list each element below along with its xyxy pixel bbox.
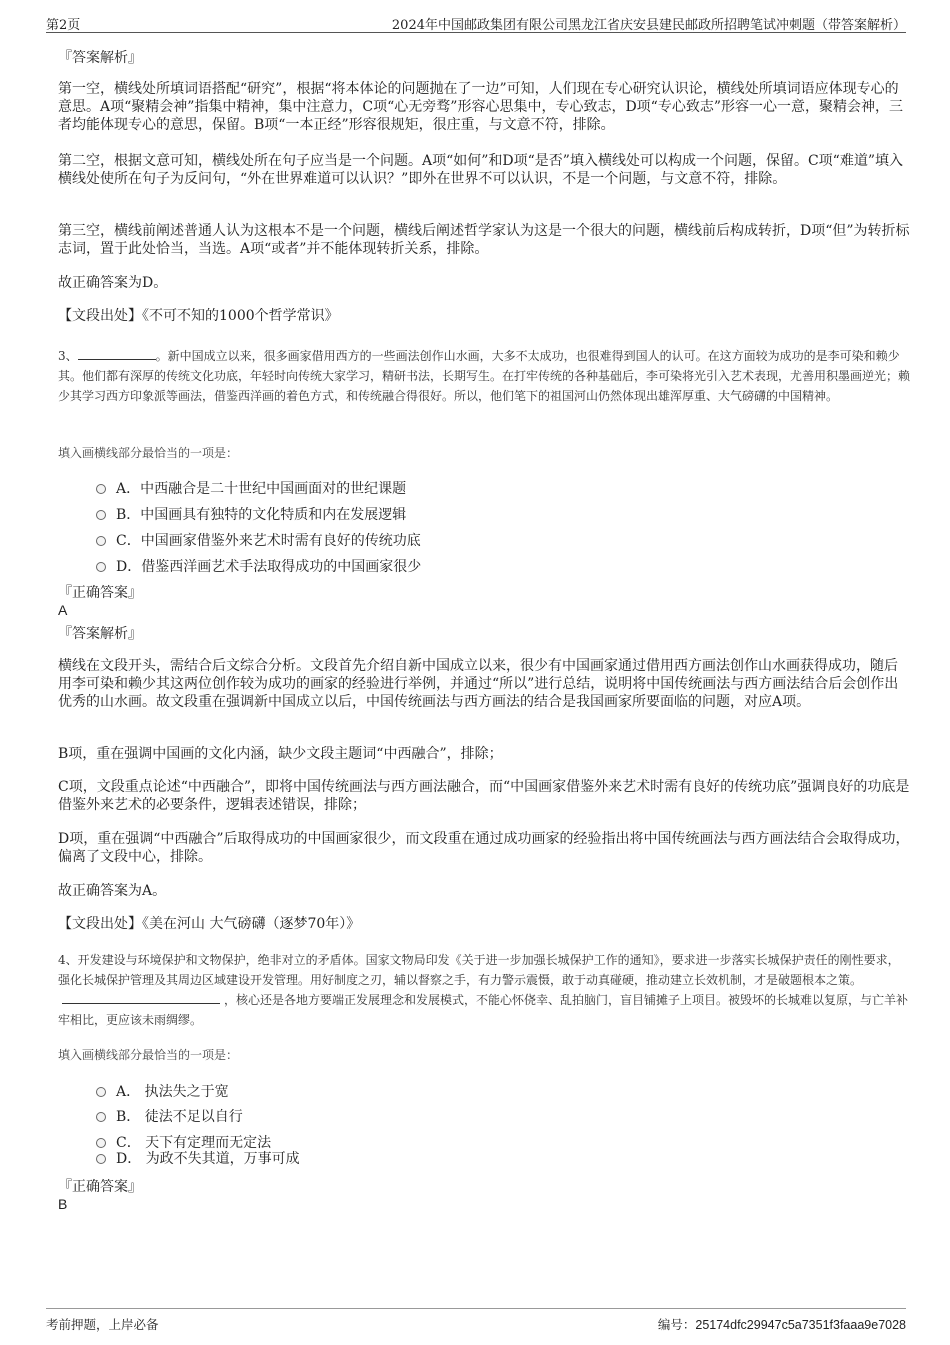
q4-correct-answer: B (58, 1196, 68, 1212)
q2-analysis-para2: 第二空，根据文意可知，横线处所在句子应当是一个问题。A项“如何”和D项“是否”填入横线处可以构成一个问题，保留。C项“难道”填入横线处使所在句子为反问句，“外在世界难道可以认识？”即外在世界不可以认识，不是一个问题，与文意不符，排除。 (58, 153, 903, 187)
radio-icon[interactable] (96, 510, 106, 520)
q3-option-a[interactable]: A．中西融合是二十世纪中国画面对的世纪课题 (96, 478, 406, 498)
q3-analysis-label: 『答案解析』 (58, 626, 142, 642)
radio-icon[interactable] (96, 1138, 106, 1148)
radio-icon[interactable] (96, 562, 106, 572)
q4-option-b[interactable]: B． 徒法不足以自行 (96, 1106, 243, 1126)
q4-blank (62, 1003, 220, 1004)
q2-analysis-para1: 第一空，横线处所填词语搭配“研究”，根据“将本体论的问题抛在了一边”可知，人们现在专心研究认识论，横线处所填词语应体现专心的意思。A项“聚精会神”指集中精神，集中注意力，C项“心无旁骛”形容心思集中，专心致志，D项“专心致志”形容一心一意，聚精会神，三者均能体现专心的意思，保留。B项“一本正经”形容很规矩，很庄重，与文意不符，排除。 (58, 81, 903, 133)
q3-analysis-para4: D项，重在强调“中西融合”后取得成功的中国画家很少，而文段重在通过成功画家的经验指出将中国传统画法与西方画法结合会取得成功，偏离了文段中心，排除。 (58, 831, 910, 865)
footer-serial: 编号：25174dfc29947c5a7351f3faaa9e7028 (657, 1317, 906, 1332)
radio-icon[interactable] (96, 1154, 106, 1164)
q3-prompt: 填入画横线部分最恰当的一项是： (58, 446, 239, 460)
q3-source: 【文段出处】《美在河山 大气磅礴（逐梦70年）》 (58, 916, 361, 932)
radio-icon[interactable] (96, 484, 106, 494)
q3-analysis-para2: B项，重在强调中国画的文化内涵，缺少文段主题词“中西融合”，排除； (58, 746, 503, 762)
radio-icon[interactable] (96, 1087, 106, 1097)
q3-number: 3、 (58, 349, 78, 363)
q2-conclusion: 故正确答案为D。 (58, 275, 168, 291)
q3-option-d[interactable]: D．借鉴西洋画艺术手法取得成功的中国画家很少 (96, 556, 421, 576)
q2-analysis-para3: 第三空，横线前阐述普通人认为这根本不是一个问题，横线后阐述哲学家认为这是一个很大的问题，横线前后构成转折，D项“但”为转折标志词，置于此处恰当，当选。A项“或者”并不能体现转折关系，排除。 (58, 223, 910, 257)
q3-analysis-para1: 横线在文段开头，需结合后文综合分析。文段首先介绍自新中国成立以来，很少有中国画家通过借用西方画法创作山水画获得成功，随后用李可染和赖少其这两位创作较为成功的画家的经验进行举例，并通过“所以”进行总结，说明将中国传统画法与西方画法结合后会创作出优秀的山水画。故文段重在强调新中国成立以后，中国传统画法与西方画法的结合是我国画家所要面临的问题，对应A项。 (58, 658, 899, 710)
q4-stem (58, 950, 910, 1030)
q3-correct-answer: A (58, 602, 68, 618)
q3-stem (58, 346, 910, 406)
q4-option-a[interactable]: A． 执法失之于宽 (96, 1081, 229, 1101)
q2-source: 【文段出处】《不可不知的1000个哲学常识》 (58, 308, 339, 324)
q4-stem-before: 开发建设与环境保护和文物保护，绝非对立的矛盾体。国家文物局印发《关于进一步加强长城保护工作的通知》，要求进一步落实长城保护责任的刚性要求，强化长城保护管理及其周边区域建设开发管理。用好制度之刃，辅以督察之手，有力警示震慑，敢于动真碰硬，推动建立长效机制，才是破题根本之策。 (58, 953, 900, 987)
q4-prompt: 填入画横线部分最恰当的一项是： (58, 1048, 239, 1062)
q4-correct-label: 『正确答案』 (58, 1179, 142, 1195)
q3-option-c[interactable]: C．中国画家借鉴外来艺术时需有良好的传统功底 (96, 530, 421, 550)
q4-number: 4、 (58, 953, 78, 967)
q3-stem-text: 。新中国成立以来，很多画家借用西方的一些画法创作山水画，大多不太成功，也很难得到国人的认可。在这方面较为成功的是李可染和赖少其。他们都有深厚的传统文化功底，年轻时向传统大家学习，精研书法，长期写生。在打牢传统的各种基础后，李可染将光引入艺术表现，尤善用积墨画逆光；赖少其学习西方印象派等画法，借鉴西洋画的着色方式，和传统融合得很好。所以，他们笔下的祖国河山仍然体现出雄浑厚重、大气磅礴的中国精神。 (58, 349, 911, 403)
q2-analysis-label: 『答案解析』 (58, 50, 142, 66)
q4-option-c[interactable]: C． 天下有定理而无定法 (96, 1132, 271, 1152)
footer-slogan: 考前押题，上岸必备 (46, 1317, 159, 1332)
q4-stem-after: ，核心还是各地方要端正发展理念和发展模式，不能心怀侥幸、乱拍脑门，盲目铺摊子上项目。被毁坏的长城难以复原，与亡羊补牢相比，更应该未雨绸缪。 (58, 993, 909, 1027)
page-number: 第2页 (46, 18, 81, 33)
q3-conclusion: 故正确答案为A。 (58, 883, 167, 899)
radio-icon[interactable] (96, 536, 106, 546)
q4-option-d[interactable]: D． 为政不失其道，万事可成 (96, 1148, 300, 1168)
radio-icon[interactable] (96, 1112, 106, 1122)
q3-correct-label: 『正确答案』 (58, 585, 142, 601)
document-title: 2024年中国邮政集团有限公司黑龙江省庆安县建民邮政所招聘笔试冲刺题（带答案解析） (391, 18, 906, 33)
q3-analysis-para3: C项，文段重点论述“中西融合”，即将中国传统画法与西方画法融合，而“中国画家借鉴外来艺术时需有良好的传统功底”强调良好的功底是借鉴外来艺术的必要条件，逻辑表述错误，排除； (58, 779, 910, 813)
page-header (46, 10, 906, 33)
page-footer (46, 1308, 906, 1332)
q3-option-b[interactable]: B．中国画具有独特的文化特质和内在发展逻辑 (96, 504, 406, 524)
q3-blank (78, 359, 156, 360)
